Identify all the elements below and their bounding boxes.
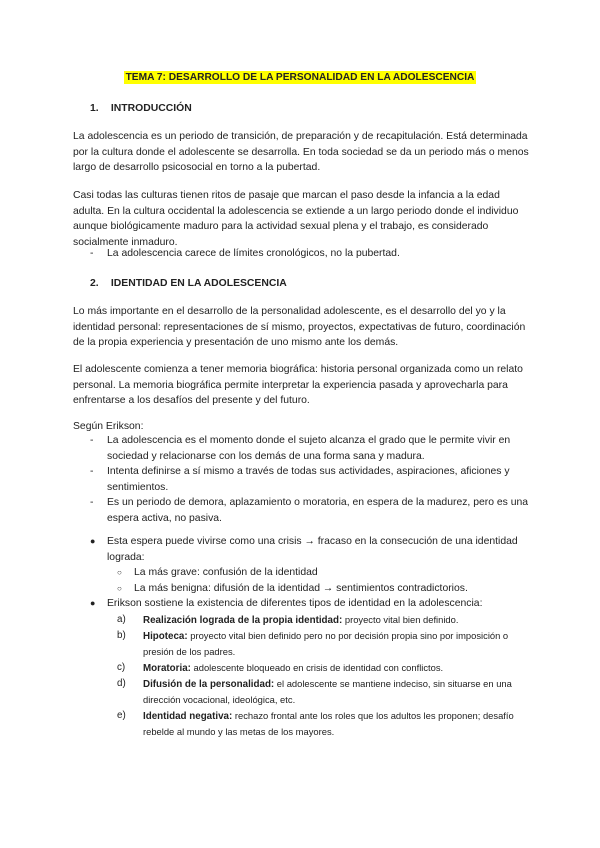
paragraph: Lo más importante en el desarrollo de la personalidad adolescente, es el desarrollo del yo y la identidad personal: representaciones de sí mismo, proyectos, expectativas de futuro, coordinación de la propia experiencia y presentación de uno mismo ante los demás. [73,306,526,349]
paragraph: La adolescencia es un periodo de transición, de preparación y de recapitulación. Está determinada por la cultura donde el adolescente se desarrolla. En toda sociedad se da un periodo más o menos largo de desarrollo psicosocial en torno a la pubertad. [73,131,529,174]
circle-list [107,565,530,596]
dash-list [90,433,530,527]
list-letter: e) [117,709,126,721]
list-letter: b) [117,629,126,641]
list-letter: c) [117,661,126,673]
type-term: Difusión de la personalidad: [143,678,275,690]
type-term: Hipoteca: [143,630,188,642]
list-letter: d) [117,677,126,689]
list-item [113,708,530,740]
bullet-text: Esta espera puede vivirse como una crisis → fracaso en la consecución de una identidad lograda: [107,536,518,563]
list-item: - Intenta definirse a sí mismo a través de todas sus actividades, aspiraciones, aficiones y sentimientos. [90,464,530,495]
list-item: ○ La más grave: confusión de la identidad [117,565,530,581]
list-item [113,612,530,628]
type-term: Identidad negativa: [143,710,233,722]
type-term: Realización lograda de la propia identidad: [143,614,343,626]
list-item [90,596,530,740]
type-description: proyecto vital bien definido. [342,613,459,625]
paragraph: El adolescente comienza a tener memoria biográfica: historia personal organizada como un relato personal. La memoria biográfica permite interpretar la experiencia pasada y aprovecharla para enfrentarse a los desafíos del presente y del futuro. [73,364,523,407]
bullet-text: Erikson sostiene la existencia de diferentes tipos de identidad en la adolescencia: [107,598,483,610]
title-highlight: TEMA 7: DESARROLLO DE LA PERSONALIDAD EN LA ADOLESCENCIA [125,72,475,83]
section-heading-text: IDENTIDAD EN LA ADOLESCENCIA [110,278,287,289]
section-heading-identidad [90,276,287,292]
paragraph: Según Erikson: [73,421,144,432]
section-number: 1. [90,103,99,114]
type-description: rechazo frontal ante los roles que los adultos les proponen; desafío rebelde al mundo y las metas de los mayores. [143,709,514,737]
paragraph: Casi todas las culturas tienen ritos de pasaje que marcan el paso desde la infancia a la edad adulta. En la cultura occidental la adolescencia se extiende a un largo periodo donde el individuo aunque biológicamente maduro para la actividad sexual plena y el trabajo, es considerado socialmente inmaduro. [73,190,519,248]
type-term: Moratoria: [143,662,191,674]
list-item: - Es un periodo de demora, aplazamiento o moratoria, en espera de la madurez, pero es una espera activa, no pasiva. [90,495,530,526]
list-item [90,534,530,596]
bullet-icon: ● [90,536,96,546]
section-heading-text: INTRODUCCIÓN [110,103,192,114]
list-item [113,660,530,676]
section-number: 2. [90,278,99,289]
bullet-list [90,534,530,740]
bullet-icon: ● [90,598,96,609]
list-letter: a) [117,613,126,625]
document-title [0,70,600,86]
list-item [113,628,530,660]
section-heading-introduccion [90,101,192,117]
list-item [113,676,530,708]
type-description: el adolescente se mantiene indeciso, sin situarse en una dirección vocacional, ideológica, etc. [143,677,512,705]
dash-list [90,246,530,262]
type-description: adolescente bloqueado en crisis de identidad con conflictos. [190,661,444,673]
list-item: - La adolescencia carece de límites cronológicos, no la pubertad. [90,246,530,262]
list-item: ○ La más benigna: difusión de la identidad → sentimientos contradictorios. [117,581,530,597]
type-description: proyecto vital bien definido pero no por decisión propia sino por imposición o presión de los padres. [143,629,509,657]
identity-types-list [107,612,530,740]
list-item: - La adolescencia es el momento donde el sujeto alcanza el grado que le permite vivir en sociedad y relacionarse con los demás de una forma sana y madura. [90,433,530,464]
